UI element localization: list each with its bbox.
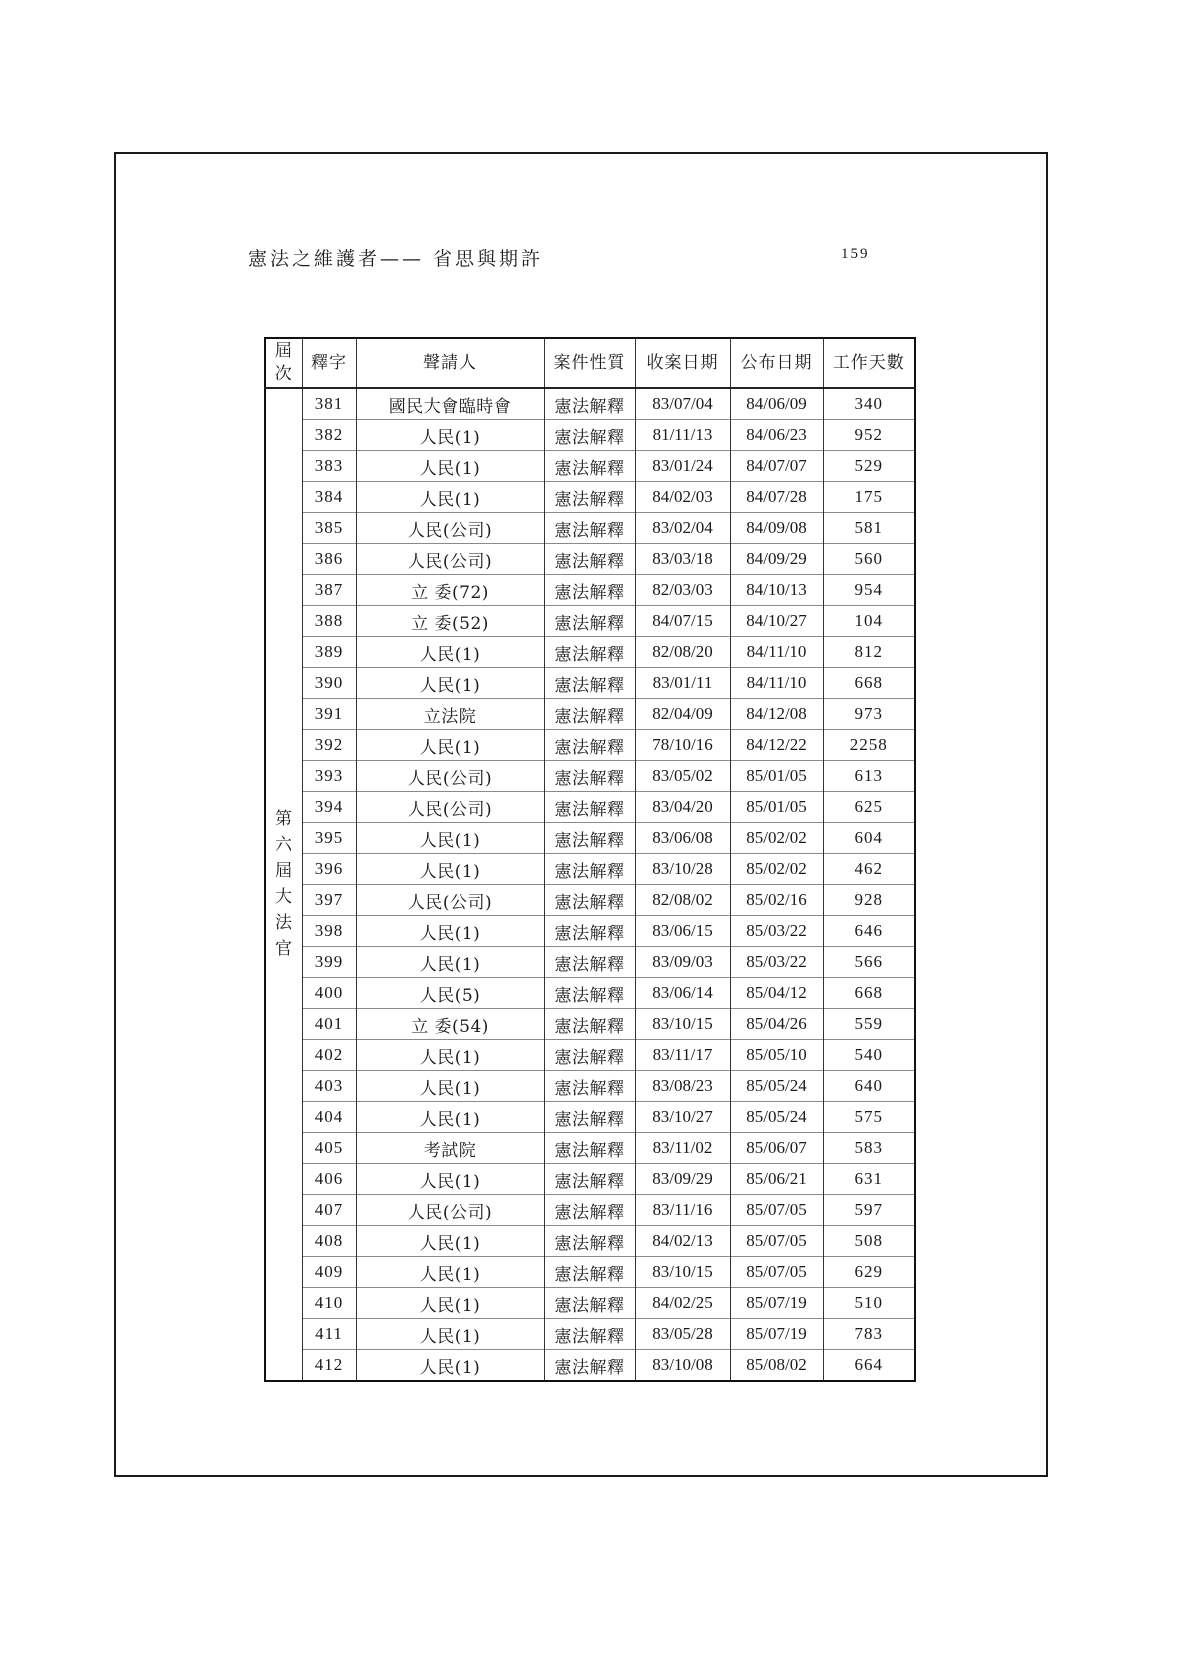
cell-days: 575 — [823, 1102, 915, 1133]
cell-published: 85/04/12 — [730, 978, 823, 1009]
table-row — [265, 606, 915, 637]
cell-no: 396 — [302, 854, 356, 885]
cell-nature: 憲法解釋 — [544, 1009, 635, 1040]
cell-nature: 憲法解釋 — [544, 792, 635, 823]
cell-published: 85/02/02 — [730, 823, 823, 854]
cell-petitioner: 人民(公司) — [356, 761, 544, 792]
cell-days: 954 — [823, 575, 915, 606]
cell-nature: 憲法解釋 — [544, 730, 635, 761]
cell-published: 85/07/05 — [730, 1195, 823, 1226]
cell-received: 83/10/15 — [635, 1009, 730, 1040]
cell-published: 84/07/28 — [730, 482, 823, 513]
cell-petitioner: 人民(1) — [356, 823, 544, 854]
cell-published: 85/05/24 — [730, 1102, 823, 1133]
cell-nature: 憲法解釋 — [544, 1195, 635, 1226]
era-label-char: 六 — [275, 835, 293, 855]
cell-published: 84/10/13 — [730, 575, 823, 606]
cell-nature: 憲法解釋 — [544, 947, 635, 978]
cell-no: 395 — [302, 823, 356, 854]
cell-nature: 憲法解釋 — [544, 575, 635, 606]
cell-received: 82/04/09 — [635, 699, 730, 730]
table-row — [265, 699, 915, 730]
cell-nature: 憲法解釋 — [544, 1288, 635, 1319]
cell-nature: 憲法解釋 — [544, 1071, 635, 1102]
cell-days: 646 — [823, 916, 915, 947]
cell-published: 85/05/10 — [730, 1040, 823, 1071]
table-row — [265, 1071, 915, 1102]
table-row — [265, 388, 915, 420]
cell-received: 83/10/15 — [635, 1257, 730, 1288]
cell-received: 83/07/04 — [635, 388, 730, 420]
cell-petitioner: 人民(1) — [356, 916, 544, 947]
cell-received: 83/01/11 — [635, 668, 730, 699]
running-header-title: 憲法之維護者—— 省思與期許 — [248, 248, 544, 270]
cell-published: 84/09/08 — [730, 513, 823, 544]
cell-no: 391 — [302, 699, 356, 730]
cell-days: 640 — [823, 1071, 915, 1102]
cell-days: 559 — [823, 1009, 915, 1040]
table-row — [265, 885, 915, 916]
table-row — [265, 575, 915, 606]
table-row — [265, 854, 915, 885]
cell-published: 85/07/05 — [730, 1257, 823, 1288]
cell-no: 400 — [302, 978, 356, 1009]
cell-received: 83/11/02 — [635, 1133, 730, 1164]
cell-received: 83/10/27 — [635, 1102, 730, 1133]
cell-petitioner: 人民(1) — [356, 1102, 544, 1133]
cell-published: 84/06/09 — [730, 388, 823, 420]
cell-no: 385 — [302, 513, 356, 544]
cell-published: 84/11/10 — [730, 668, 823, 699]
cell-no: 405 — [302, 1133, 356, 1164]
cell-days: 529 — [823, 451, 915, 482]
cell-days: 104 — [823, 606, 915, 637]
cell-received: 83/05/02 — [635, 761, 730, 792]
header-case-nature: 案件性質 — [544, 338, 635, 388]
cell-petitioner: 人民(1) — [356, 1071, 544, 1102]
cell-nature: 憲法解釋 — [544, 1350, 635, 1382]
table-row — [265, 1102, 915, 1133]
cell-no: 403 — [302, 1071, 356, 1102]
cell-published: 85/07/19 — [730, 1319, 823, 1350]
cell-petitioner: 人民(1) — [356, 1319, 544, 1350]
era-label-char: 大 — [275, 887, 293, 907]
era-label-char: 法 — [275, 913, 293, 933]
cell-petitioner: 人民(1) — [356, 1226, 544, 1257]
cell-nature: 憲法解釋 — [544, 823, 635, 854]
cell-published: 84/11/10 — [730, 637, 823, 668]
table-row — [265, 916, 915, 947]
cell-published: 84/10/27 — [730, 606, 823, 637]
table-row — [265, 1040, 915, 1071]
cell-published: 85/03/22 — [730, 916, 823, 947]
cell-days: 973 — [823, 699, 915, 730]
cell-petitioner: 立 委(52) — [356, 606, 544, 637]
cell-petitioner: 人民(5) — [356, 978, 544, 1009]
cell-published: 84/07/07 — [730, 451, 823, 482]
cell-published: 85/06/21 — [730, 1164, 823, 1195]
header-received-date: 收案日期 — [635, 338, 730, 388]
cell-no: 383 — [302, 451, 356, 482]
cell-nature: 憲法解釋 — [544, 1226, 635, 1257]
cell-received: 83/02/04 — [635, 513, 730, 544]
table-body — [265, 388, 915, 1381]
cell-days: 668 — [823, 668, 915, 699]
table-row — [265, 792, 915, 823]
cell-days: 629 — [823, 1257, 915, 1288]
header-working-days: 工作天數 — [823, 338, 915, 388]
cell-no: 397 — [302, 885, 356, 916]
cell-no: 393 — [302, 761, 356, 792]
cell-received: 83/11/16 — [635, 1195, 730, 1226]
cell-nature: 憲法解釋 — [544, 420, 635, 451]
cell-nature: 憲法解釋 — [544, 1133, 635, 1164]
cell-no: 411 — [302, 1319, 356, 1350]
cell-petitioner: 人民(1) — [356, 451, 544, 482]
cell-petitioner: 人民(1) — [356, 947, 544, 978]
table-row — [265, 1009, 915, 1040]
cell-no: 409 — [302, 1257, 356, 1288]
cell-published: 85/04/26 — [730, 1009, 823, 1040]
cell-petitioner: 國民大會臨時會 — [356, 388, 544, 420]
cell-no: 386 — [302, 544, 356, 575]
table-header — [265, 338, 915, 388]
cell-days: 952 — [823, 420, 915, 451]
cell-received: 84/02/13 — [635, 1226, 730, 1257]
cell-published: 85/07/19 — [730, 1288, 823, 1319]
cell-nature: 憲法解釋 — [544, 761, 635, 792]
table-row — [265, 513, 915, 544]
cell-nature: 憲法解釋 — [544, 388, 635, 420]
cell-petitioner: 人民(1) — [356, 1350, 544, 1382]
cell-nature: 憲法解釋 — [544, 1319, 635, 1350]
cell-published: 85/03/22 — [730, 947, 823, 978]
cell-published: 85/02/02 — [730, 854, 823, 885]
cell-published: 84/12/08 — [730, 699, 823, 730]
cell-nature: 憲法解釋 — [544, 1040, 635, 1071]
cell-no: 390 — [302, 668, 356, 699]
table-row — [265, 1288, 915, 1319]
table-row — [265, 1257, 915, 1288]
era-label-char: 官 — [275, 939, 293, 959]
cell-no: 412 — [302, 1350, 356, 1382]
cell-received: 78/10/16 — [635, 730, 730, 761]
era-label-char: 屆 — [275, 861, 293, 881]
cell-nature: 憲法解釋 — [544, 916, 635, 947]
cell-no: 388 — [302, 606, 356, 637]
cell-received: 83/06/15 — [635, 916, 730, 947]
page-number: 159 — [841, 246, 870, 262]
cell-published: 85/08/02 — [730, 1350, 823, 1382]
cell-nature: 憲法解釋 — [544, 1164, 635, 1195]
cell-days: 928 — [823, 885, 915, 916]
cell-nature: 憲法解釋 — [544, 544, 635, 575]
table-row — [265, 1195, 915, 1226]
cell-nature: 憲法解釋 — [544, 606, 635, 637]
era-label — [266, 811, 302, 958]
cell-days: 664 — [823, 1350, 915, 1382]
cell-nature: 憲法解釋 — [544, 513, 635, 544]
cell-petitioner: 人民(公司) — [356, 885, 544, 916]
table-row — [265, 761, 915, 792]
cell-no: 387 — [302, 575, 356, 606]
cell-petitioner: 人民(1) — [356, 637, 544, 668]
table-row — [265, 1226, 915, 1257]
cell-no: 404 — [302, 1102, 356, 1133]
cell-published: 85/06/07 — [730, 1133, 823, 1164]
table-row — [265, 978, 915, 1009]
cell-received: 82/03/03 — [635, 575, 730, 606]
cell-petitioner: 人民(1) — [356, 1288, 544, 1319]
cell-no: 394 — [302, 792, 356, 823]
cell-petitioner: 人民(公司) — [356, 544, 544, 575]
header-row — [265, 338, 915, 388]
cell-nature: 憲法解釋 — [544, 451, 635, 482]
table-row — [265, 482, 915, 513]
cell-petitioner: 立 委(54) — [356, 1009, 544, 1040]
cell-days: 613 — [823, 761, 915, 792]
cell-published: 85/05/24 — [730, 1071, 823, 1102]
cell-received: 83/10/08 — [635, 1350, 730, 1382]
cell-received: 83/03/18 — [635, 544, 730, 575]
cell-no: 408 — [302, 1226, 356, 1257]
cell-petitioner: 考試院 — [356, 1133, 544, 1164]
cell-petitioner: 人民(1) — [356, 1257, 544, 1288]
cell-published: 85/02/16 — [730, 885, 823, 916]
cell-received: 83/04/20 — [635, 792, 730, 823]
table-row — [265, 420, 915, 451]
cell-received: 83/09/03 — [635, 947, 730, 978]
cell-petitioner: 立 委(72) — [356, 575, 544, 606]
cell-days: 783 — [823, 1319, 915, 1350]
cell-no: 392 — [302, 730, 356, 761]
header-interpretation-no: 釋字 — [302, 338, 356, 388]
table-row — [265, 451, 915, 482]
cell-nature: 憲法解釋 — [544, 668, 635, 699]
cell-days: 175 — [823, 482, 915, 513]
cell-days: 583 — [823, 1133, 915, 1164]
cell-published: 85/07/05 — [730, 1226, 823, 1257]
cell-received: 83/11/17 — [635, 1040, 730, 1071]
cell-days: 560 — [823, 544, 915, 575]
cell-received: 83/10/28 — [635, 854, 730, 885]
cell-days: 340 — [823, 388, 915, 420]
cell-days: 540 — [823, 1040, 915, 1071]
cell-received: 84/02/03 — [635, 482, 730, 513]
table-row — [265, 668, 915, 699]
cell-nature: 憲法解釋 — [544, 637, 635, 668]
cell-petitioner: 立法院 — [356, 699, 544, 730]
table-row — [265, 637, 915, 668]
cell-no: 406 — [302, 1164, 356, 1195]
cell-no: 384 — [302, 482, 356, 513]
cell-petitioner: 人民(1) — [356, 420, 544, 451]
cell-no: 402 — [302, 1040, 356, 1071]
cell-received: 84/02/25 — [635, 1288, 730, 1319]
cell-petitioner: 人民(1) — [356, 668, 544, 699]
cell-no: 401 — [302, 1009, 356, 1040]
cell-received: 83/05/28 — [635, 1319, 730, 1350]
cell-petitioner: 人民(1) — [356, 1164, 544, 1195]
cell-petitioner: 人民(公司) — [356, 513, 544, 544]
cell-no: 398 — [302, 916, 356, 947]
header-petitioner: 聲請人 — [356, 338, 544, 388]
era-label-char: 第 — [275, 809, 293, 829]
cell-days: 625 — [823, 792, 915, 823]
cell-no: 382 — [302, 420, 356, 451]
cell-petitioner: 人民(公司) — [356, 792, 544, 823]
cell-no: 410 — [302, 1288, 356, 1319]
table-row — [265, 1319, 915, 1350]
table-row — [265, 823, 915, 854]
cell-days: 2258 — [823, 730, 915, 761]
table-row — [265, 544, 915, 575]
cell-days: 812 — [823, 637, 915, 668]
cell-nature: 憲法解釋 — [544, 1102, 635, 1133]
cell-published: 84/12/22 — [730, 730, 823, 761]
cell-no: 407 — [302, 1195, 356, 1226]
cell-published: 84/06/23 — [730, 420, 823, 451]
cell-received: 83/06/08 — [635, 823, 730, 854]
interpretations-table — [264, 337, 916, 1382]
cell-published: 84/09/29 — [730, 544, 823, 575]
cell-petitioner: 人民(公司) — [356, 1195, 544, 1226]
cell-petitioner: 人民(1) — [356, 730, 544, 761]
cell-petitioner: 人民(1) — [356, 854, 544, 885]
cell-days: 581 — [823, 513, 915, 544]
cell-nature: 憲法解釋 — [544, 885, 635, 916]
cell-no: 399 — [302, 947, 356, 978]
header-published-date: 公布日期 — [730, 338, 823, 388]
table-row — [265, 1350, 915, 1382]
table-row — [265, 1133, 915, 1164]
cell-days: 668 — [823, 978, 915, 1009]
cell-days: 462 — [823, 854, 915, 885]
table-row — [265, 1164, 915, 1195]
cell-received: 83/06/14 — [635, 978, 730, 1009]
cell-nature: 憲法解釋 — [544, 699, 635, 730]
cell-received: 82/08/02 — [635, 885, 730, 916]
cell-published: 85/01/05 — [730, 761, 823, 792]
era-cell — [265, 388, 302, 1381]
cell-nature: 憲法解釋 — [544, 482, 635, 513]
cell-received: 82/08/20 — [635, 637, 730, 668]
cell-received: 81/11/13 — [635, 420, 730, 451]
cell-days: 508 — [823, 1226, 915, 1257]
cell-published: 85/01/05 — [730, 792, 823, 823]
cell-received: 83/01/24 — [635, 451, 730, 482]
cell-days: 631 — [823, 1164, 915, 1195]
cell-days: 566 — [823, 947, 915, 978]
cell-petitioner: 人民(1) — [356, 1040, 544, 1071]
cell-no: 381 — [302, 388, 356, 420]
cell-received: 83/08/23 — [635, 1071, 730, 1102]
cell-days: 597 — [823, 1195, 915, 1226]
cell-received: 84/07/15 — [635, 606, 730, 637]
cell-petitioner: 人民(1) — [356, 482, 544, 513]
cell-nature: 憲法解釋 — [544, 1257, 635, 1288]
cell-days: 510 — [823, 1288, 915, 1319]
header-era: 屆次 — [265, 338, 302, 388]
cell-days: 604 — [823, 823, 915, 854]
table-row — [265, 730, 915, 761]
cell-nature: 憲法解釋 — [544, 978, 635, 1009]
cell-nature: 憲法解釋 — [544, 854, 635, 885]
cell-received: 83/09/29 — [635, 1164, 730, 1195]
cell-no: 389 — [302, 637, 356, 668]
table-row — [265, 947, 915, 978]
